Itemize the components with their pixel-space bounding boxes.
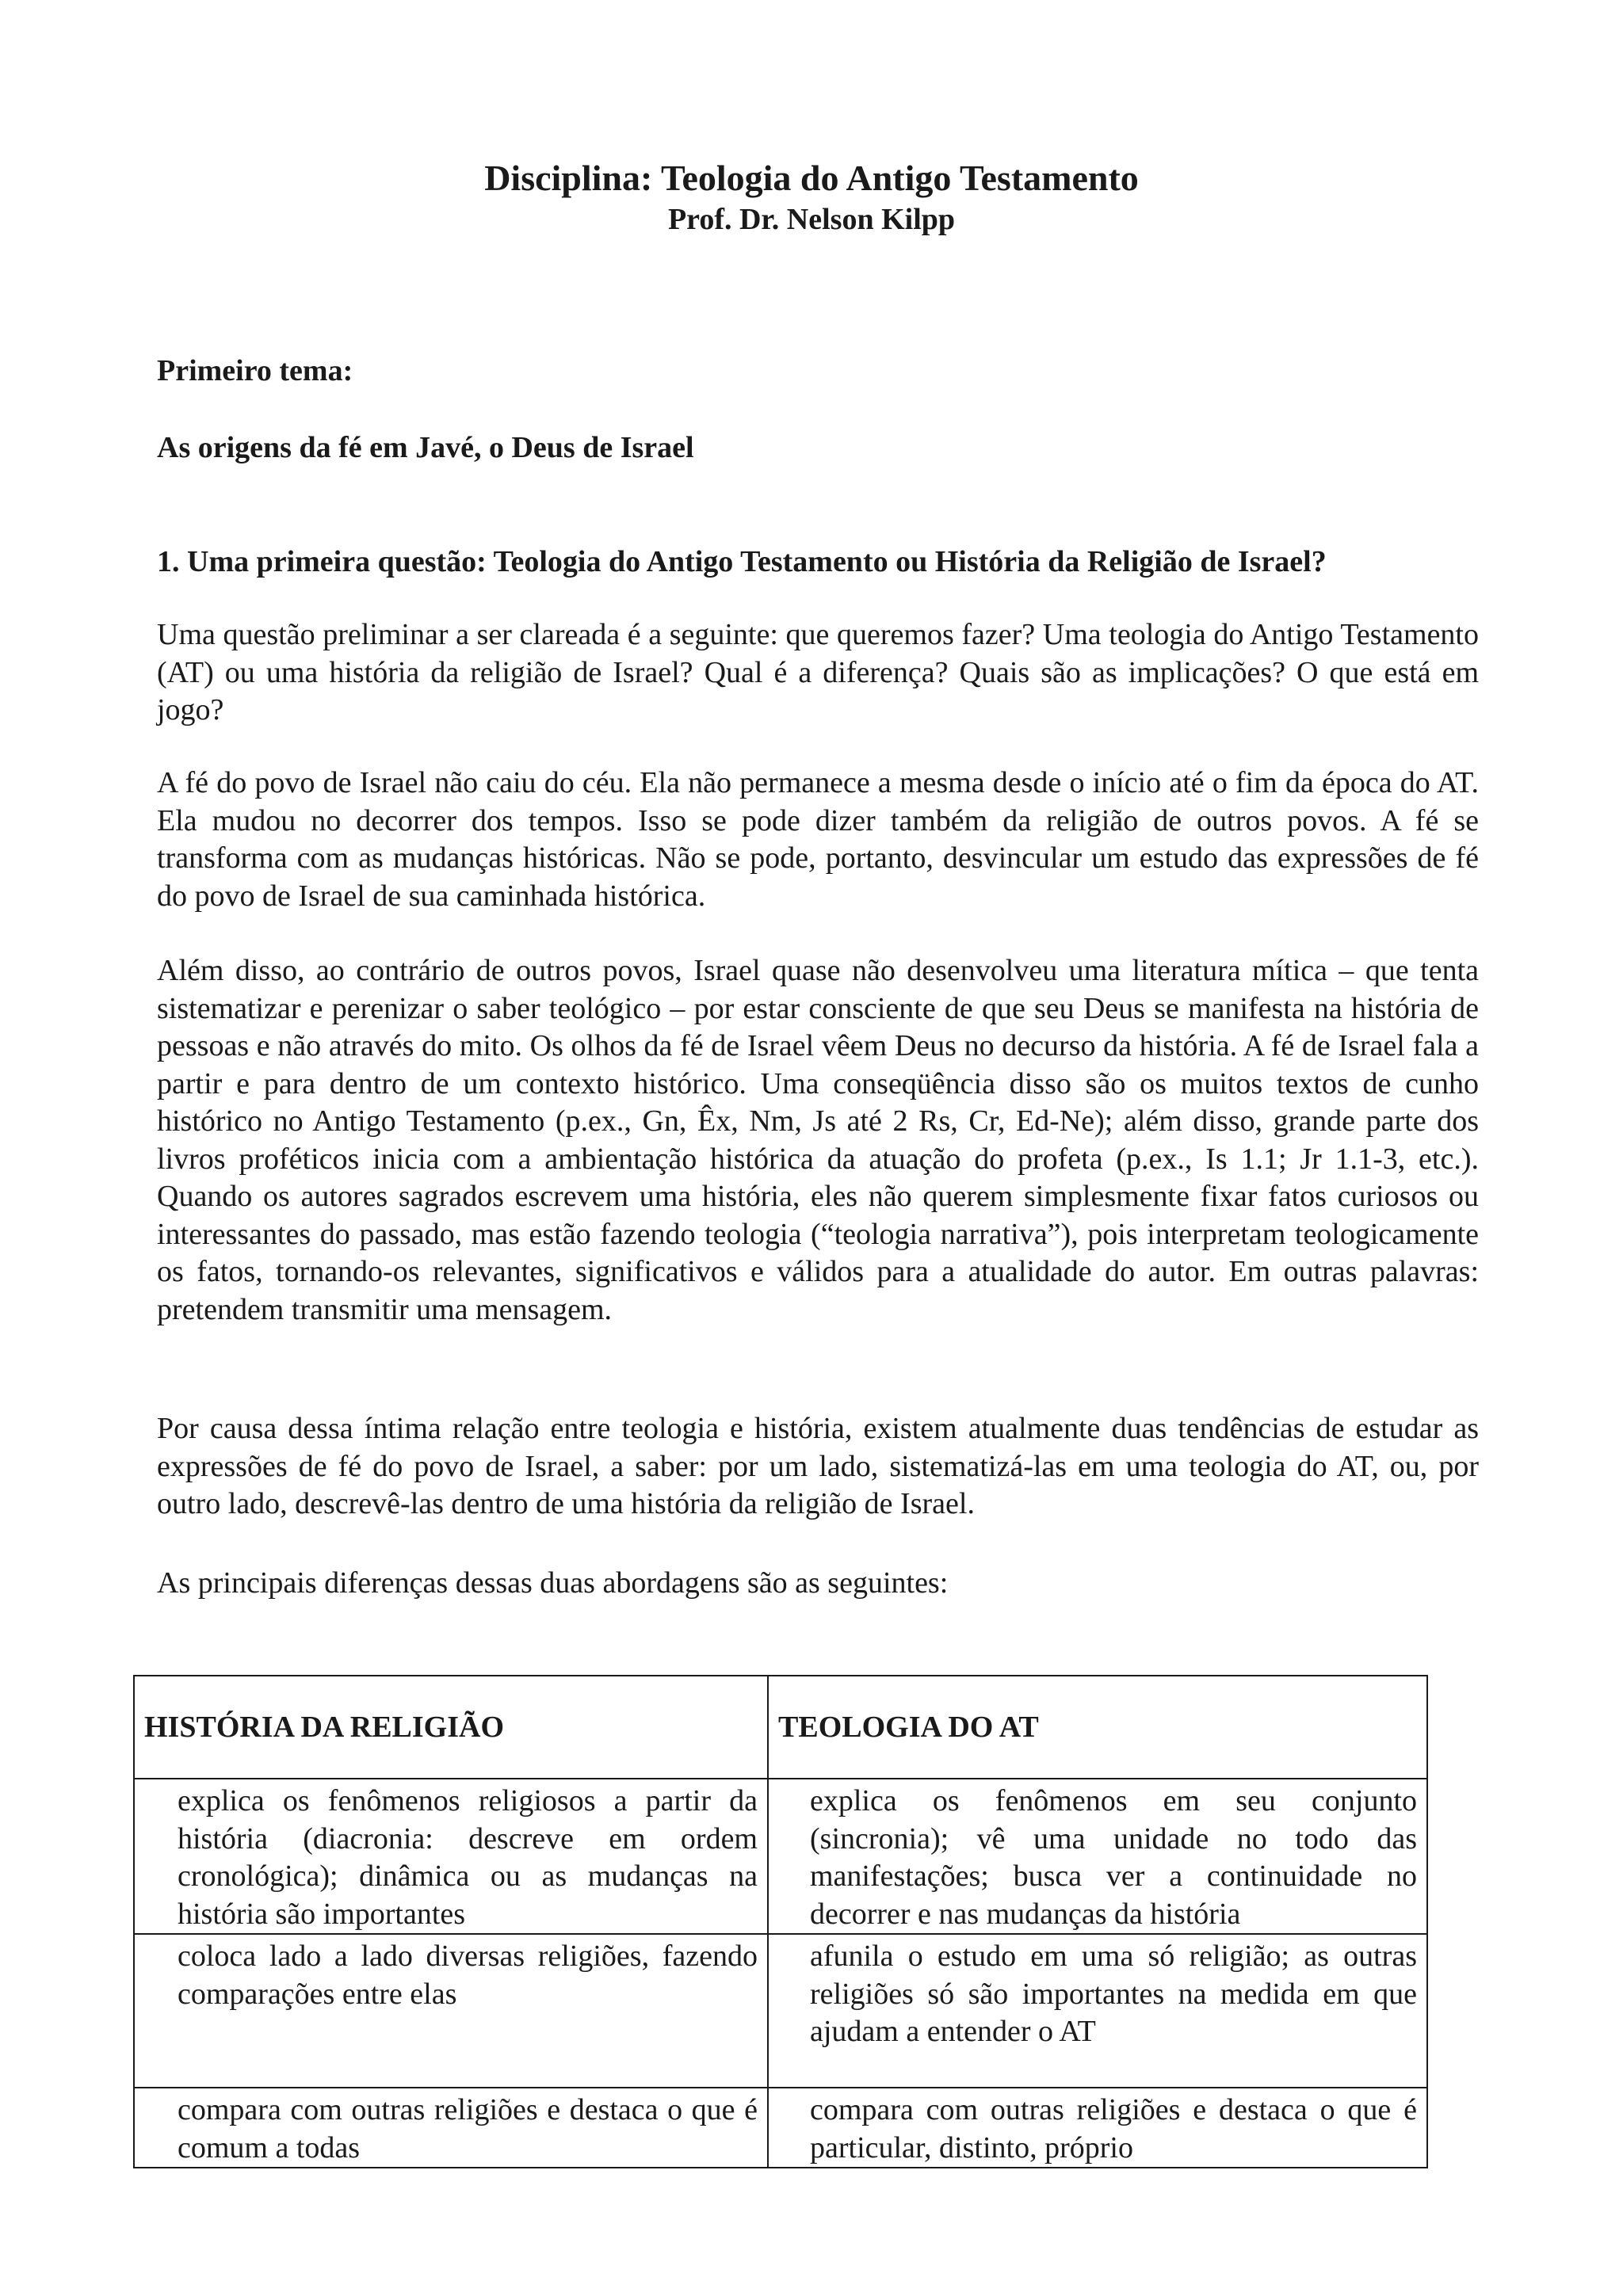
- table-cell: afunila o estudo em uma só religião; as outras religiões só são importantes na medida em que ajudam a entender o AT: [768, 1934, 1427, 2088]
- header-ot-theology: TEOLOGIA DO AT: [768, 1676, 1427, 1779]
- paragraph-literature: Além disso, ao contrário de outros povos, Israel quase não desenvolveu uma literatura mítica – que tenta sistematizar e perenizar o saber teológico – por estar consciente de que seu Deus se manifesta na história de pessoas e não através do mito. Os olhos da fé de Israel vêem Deus no decurso da história. A fé de Israel fala a partir e para dentro de um contexto histórico. Uma conseqüência disso são os muitos textos de cunho histórico no Antigo Testamento (p.ex., Gn, Êx, Nm, Js até 2 Rs, Cr, Ed-Ne); além disso, grande parte dos livros proféticos inicia com a ambientação histórica da atuação do profeta (p.ex., Is 1.1; Jr 1.1-3, etc.). Quando os autores sagrados escrevem uma história, eles não querem simplesmente fixar fatos curiosos ou interessantes do passado, mas estão fazendo teologia (“teologia narrativa”), pois interpretam teologicamente os fatos, tornando-os relevantes, significativos e válidos para a atualidade do autor. Em outras palavras: pretendem transmitir uma mensagem.: [157, 954, 1479, 1326]
- header-religion-history: HISTÓRIA DA RELIGIÃO: [134, 1676, 768, 1779]
- table-cell: coloca lado a lado diversas religiões, fazendo comparações entre elas: [134, 1934, 768, 2088]
- table-row: [134, 1934, 1427, 2088]
- comparison-table: [133, 1675, 1428, 2168]
- theme-label: Primeiro tema:: [157, 354, 353, 387]
- table-row: [134, 2088, 1427, 2168]
- table-header-row: [134, 1676, 1427, 1779]
- paragraph-differences-intro: As principais diferenças dessas duas abordagens são as seguintes:: [157, 1566, 949, 1600]
- table-cell: explica os fenômenos religiosos a partir da história (diacronia: descreve em ordem cronológica); dinâmica ou as mudanças na história são importantes: [134, 1779, 768, 1934]
- document-title: Disciplina: Teologia do Antigo Testamento: [484, 158, 1139, 198]
- paragraph-faith-history: A fé do povo de Israel não caiu do céu. Ela não permanece a mesma desde o início até o fim da época do AT. Ela mudou no decorrer dos tempos. Isso se pode dizer também da religião de outros povos. A fé se transforma com as mudanças históricas. Não se pode, portanto, desvincular um estudo das expressões de fé do povo de Israel de sua caminhada histórica.: [157, 766, 1479, 913]
- table-cell: compara com outras religiões e destaca o que é comum a todas: [134, 2088, 768, 2168]
- theme-title: As origens da fé em Javé, o Deus de Israel: [157, 431, 694, 464]
- paragraph-tendencies: Por causa dessa íntima relação entre teologia e história, existem atualmente duas tendências de estudar as expressões de fé do povo de Israel, a saber: por um lado, sistematizá-las em uma teologia do AT, ou, por outro lado, descrevê-las dentro de uma história da religião de Israel.: [157, 1412, 1479, 1520]
- paragraph-intro: Uma questão preliminar a ser clareada é a seguinte: que queremos fazer? Uma teologia do Antigo Testamento (AT) ou uma história da religião de Israel? Qual é a diferença? Quais são as implicações? O que está em jogo?: [157, 618, 1479, 727]
- table-row: [134, 1779, 1427, 1934]
- table-cell: compara com outras religiões e destaca o que é particular, distinto, próprio: [768, 2088, 1427, 2168]
- author-name: Prof. Dr. Nelson Kilpp: [667, 203, 956, 236]
- section-heading: 1. Uma primeira questão: Teologia do Antigo Testamento ou História da Religião de Israel?: [157, 545, 1327, 578]
- table-cell: explica os fenômenos em seu conjunto (sincronia); vê uma unidade no todo das manifestações; busca ver a continuidade no decorrer e nas mudanças da história: [768, 1779, 1427, 1934]
